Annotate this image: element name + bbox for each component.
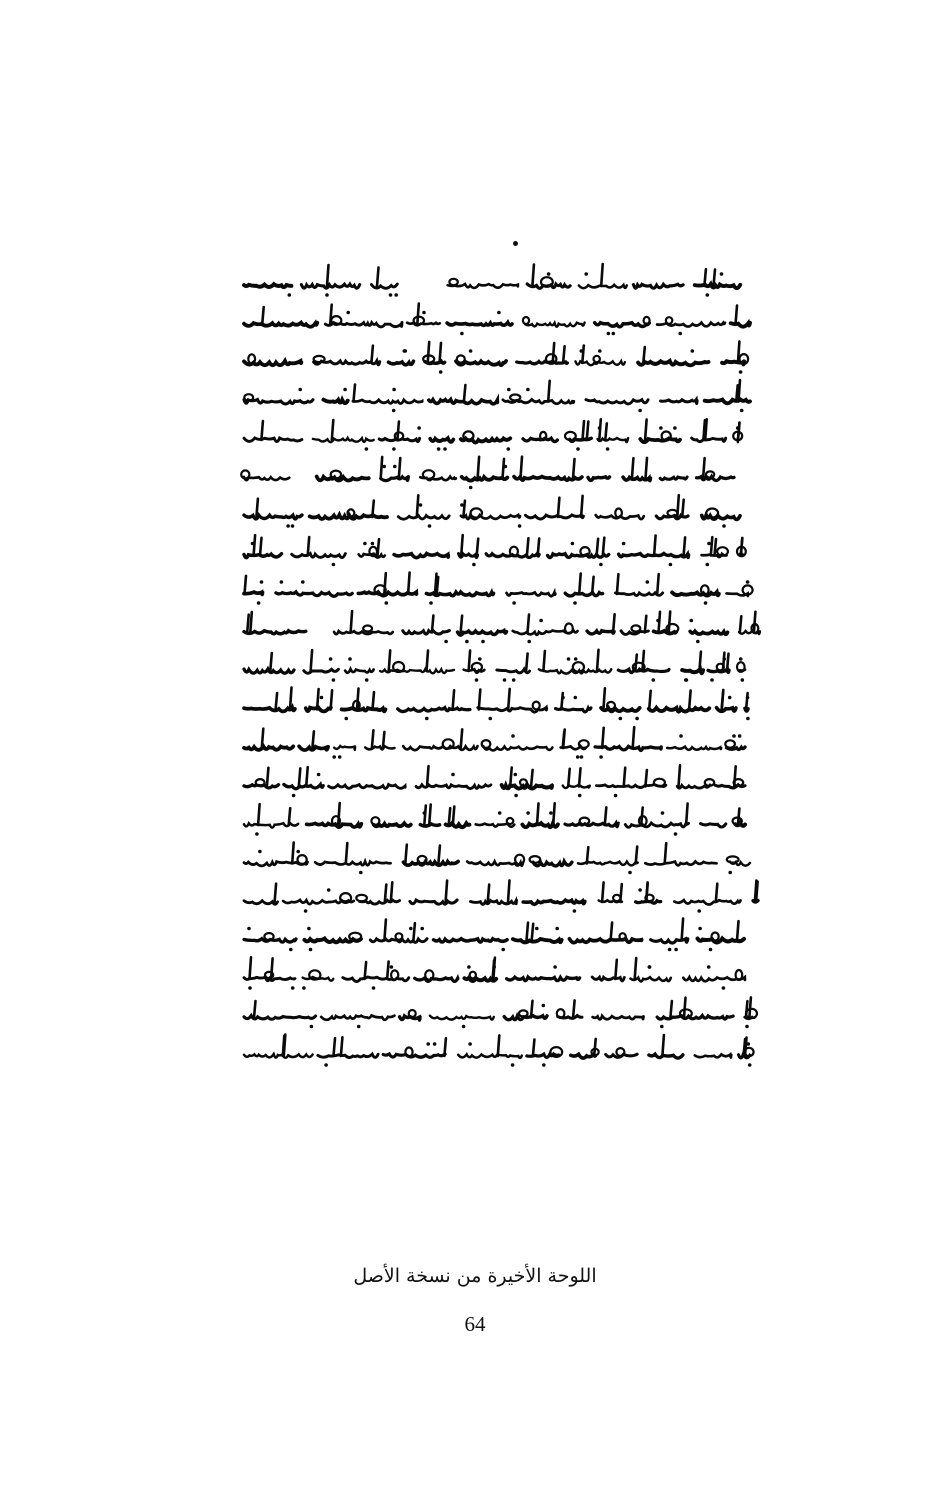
manuscript-line bbox=[244, 843, 750, 875]
manuscript-svg bbox=[240, 262, 950, 1122]
manuscript-line bbox=[244, 727, 745, 759]
manuscript-line bbox=[244, 573, 753, 605]
manuscript-line bbox=[244, 650, 745, 682]
manuscript-line bbox=[244, 419, 742, 451]
manuscript-line bbox=[244, 688, 750, 721]
manuscript-line bbox=[244, 495, 740, 528]
ink-dot bbox=[513, 241, 518, 246]
manuscript-line bbox=[244, 803, 745, 836]
manuscript-image bbox=[240, 262, 950, 1122]
manuscript-line bbox=[244, 304, 750, 336]
manuscript-line bbox=[244, 880, 758, 912]
manuscript-line bbox=[241, 457, 734, 490]
manuscript-line bbox=[244, 380, 750, 412]
manuscript-line bbox=[244, 535, 746, 566]
manuscript-line bbox=[244, 264, 740, 297]
page-number: 64 bbox=[464, 1312, 486, 1336]
manuscript-line bbox=[244, 957, 745, 990]
manuscript-line bbox=[244, 765, 745, 797]
manuscript-line bbox=[244, 1035, 754, 1067]
manuscript-line bbox=[244, 997, 757, 1028]
manuscript-line bbox=[244, 611, 760, 643]
plate-caption: اللوحة الأخيرة من نسخة الأصل bbox=[353, 1265, 597, 1287]
manuscript-line bbox=[244, 342, 748, 374]
manuscript-line bbox=[244, 919, 744, 952]
